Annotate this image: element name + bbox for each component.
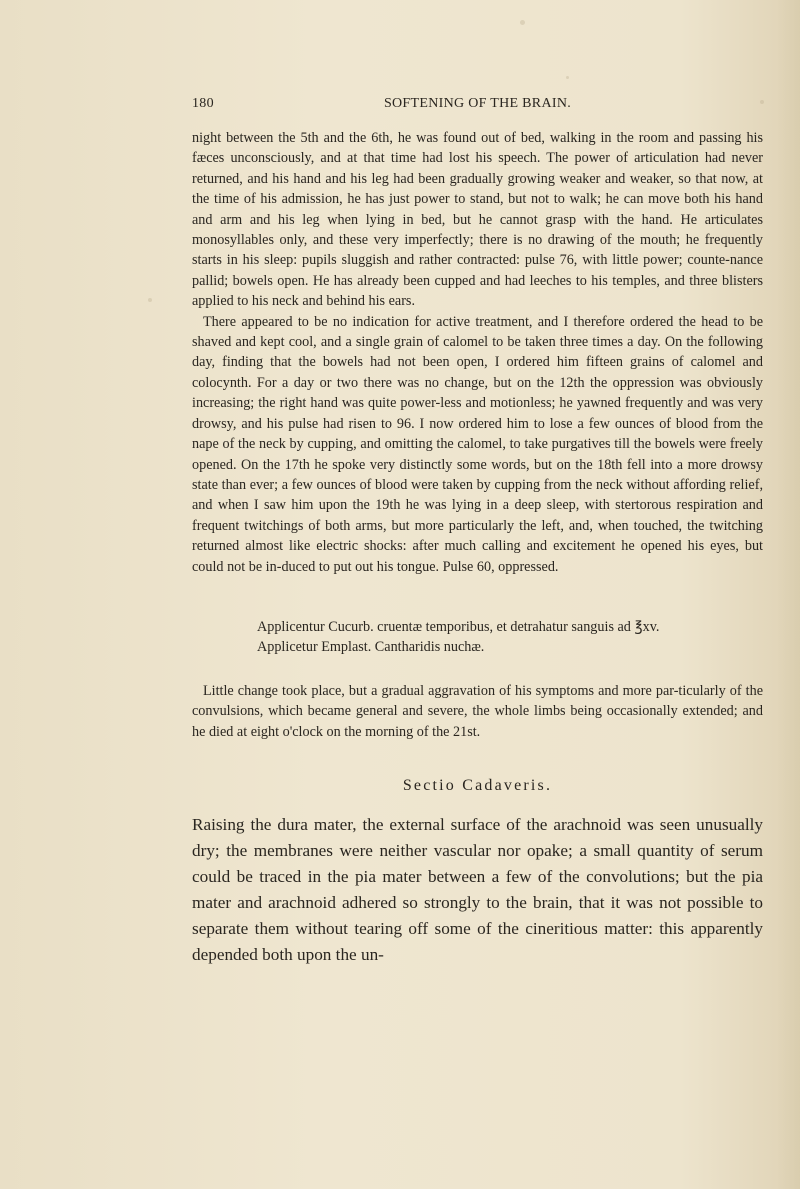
case-outcome-text: [192, 681, 763, 742]
page-header: [192, 96, 763, 118]
prescription-line: Applicentur Cucurb. cruentæ temporibus, et detrahatur sanguis ad ℥xv.: [257, 619, 660, 635]
paragraph: There appeared to be no indication for active treatment, and I therefore ordered the head to be shaved and kept cool, and a single grain of calomel to be taken three times a day. On the following day, finding that the bowels had not been open, I ordered him fifteen grains of calomel and colocynth. For a day or two there was no change, but on the 12th the oppression was obviously increasing; the right hand was quite power-less and motionless; he yawned frequently and was very drowsy, and his pulse had risen to 96. I now ordered him to lose a few ounces of blood from the nape of the neck by cupping, and omitting the calomel, to take purgatives till the bowels were freely opened. On the 17th he spoke very distinctly some words, but on the 18th fell into a more drowsy state than ever; a few ounces of blood were taken by cupping from the neck without affording relief, and when I saw him upon the 19th he was lying in a deep sleep, with stertorous respiration and frequent twitchings of both arms, but more particularly the left, and, when touched, the twitching returned almost like electric shocks: after much calling and excitement he opened his eyes, but could not be in-duced to put out his tongue. Pulse 60, oppressed.: [192, 313, 763, 575]
paragraph: Little change took place, but a gradual aggravation of his symptoms and more par-ticularly of the convulsions, which became general and severe, the whole limbs being occasionally extended; and he died at eight o'clock on the morning of the 21st.: [192, 683, 763, 740]
paragraph: night between the 5th and the 6th, he was found out of bed, walking in the room and passing his fæces unconsciously, and at that time had lost his speech. The power of articulation had never returned, and his hand and his leg had been gradually growing weaker and weaker, so that now, at the time of his admission, he has just power to stand, but not to walk; he can move both his hand and arm and his leg when lying in bed, but he cannot grasp with the hand. He articulates monosyllables only, and these very imperfectly; there is no drawing of the mouth; he frequently starts in his sleep: pupils sluggish and rather contracted: pulse 76, with little power; counte-nance pallid; bowels open. He has already been cupped and had leeches to his temples, and three blisters applied to his neck and behind his ears.: [192, 130, 763, 310]
running-title: SOFTENING OF THE BRAIN.: [383, 96, 572, 111]
page-number: 180: [192, 96, 214, 111]
paper-speck: [566, 76, 569, 79]
prescription-line: Applicetur Emplast. Cantharidis nuchæ.: [257, 639, 485, 656]
case-history-text: [192, 128, 763, 577]
prescription-block: [192, 617, 763, 658]
section-heading: Sectio Cadaveris.: [402, 777, 553, 794]
autopsy-text: [192, 812, 763, 969]
paper-speck: [148, 298, 152, 302]
paragraph: Raising the dura mater, the external surface of the arachnoid was seen unusually dry; the membranes were neither vascular nor opake; a small quantity of serum could be traced in the pia mater between a few of the convolutions; but the pia mater and arachnoid adhered so strongly to the brain, that it was not possible to separate them without tearing off some of the cineritious matter: this apparently depended both upon the un-: [192, 815, 763, 965]
paper-speck: [520, 20, 525, 25]
